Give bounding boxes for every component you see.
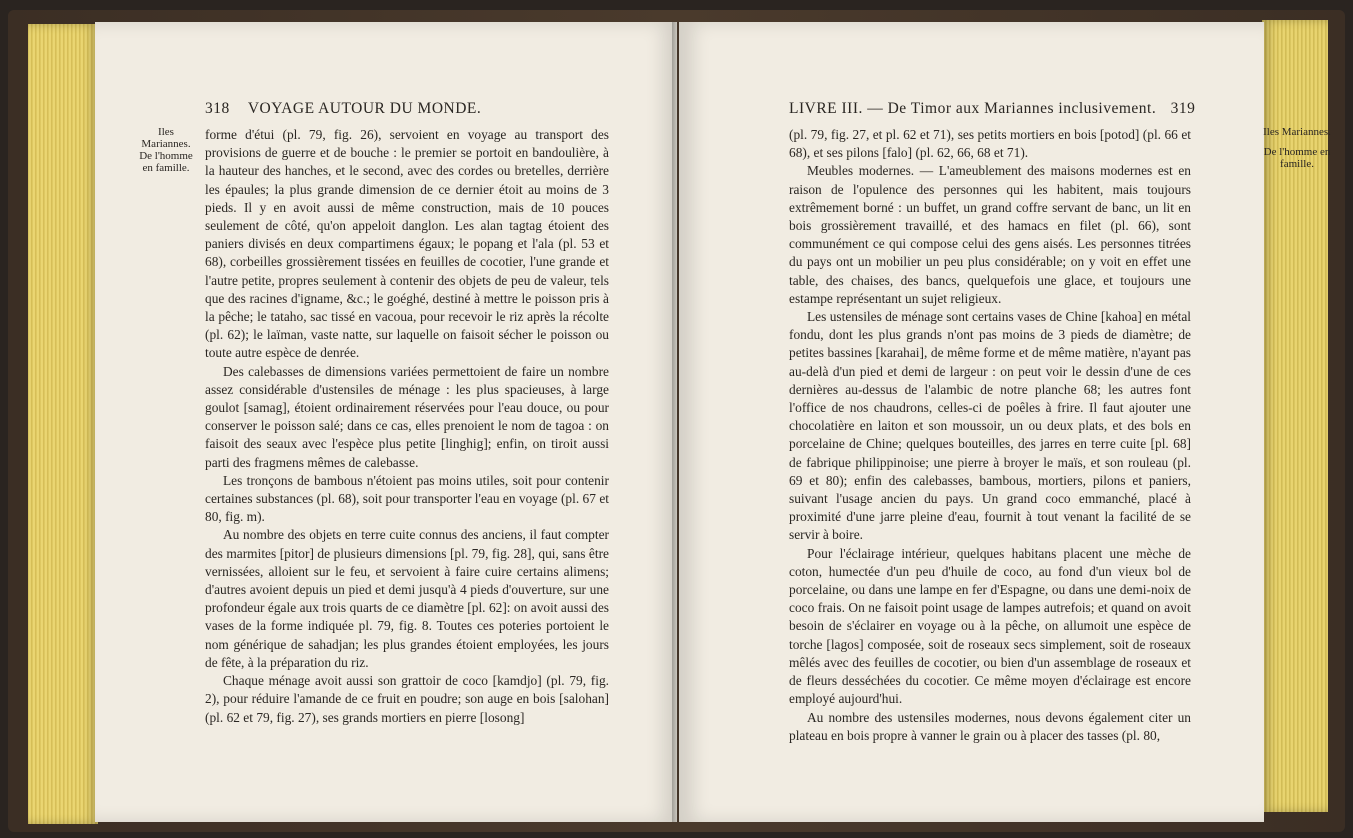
right-margin-note-topic: De l'homme en famille. xyxy=(1263,146,1331,170)
paragraph: Chaque ménage avoit aussi son grattoir de coco [kamdjo] (pl. 79, fig. 2), pour réduire l'amande de ce fruit en poudre; son auge en bois [salohan] (pl. 62 et 79, fig. 27), ses grands mortiers en pierre [losong] xyxy=(205,673,609,725)
left-body-text xyxy=(205,126,609,727)
right-running-title: LIVRE III. — De Timor aux Mariannes inclusivement. xyxy=(789,100,1157,117)
right-running-head xyxy=(789,100,1195,118)
paragraph: Au nombre des objets en terre cuite connus des anciens, il faut compter des marmites [pitor] de plusieurs dimensions [pl. 79, fig. 28], qui, sans être vernissées, alloient sur le feu, et servoient à faire cuire certains alimens; d'autres avoient depuis un pied et demi jusqu'à 4 pieds d'ouverture, sur une profondeur égale aux trois quarts de ce diamètre [pl. 62]: on avoit aussi des vases de la forme indiquée pl. 79, fig. 8. Toutes ces poteries portoient le nom générique de sahadjan; les plus grandes étoient employées, les jours de fête, à la préparation du riz. xyxy=(205,527,609,670)
paragraph: Les tronçons de bambous n'étoient pas moins utiles, soit pour contenir certaines substances (pl. 68), soit pour transporter l'eau en voyage (pl. 67 et 80, fig. m). xyxy=(205,472,609,525)
paragraph: Les ustensiles de ménage sont certains vases de Chine [kahoa] en métal fondu, dont les plus grands n'ont pas moins de 3 pieds de diamètre; de petites bassines [karahai], de même forme et de même matière, n'ayant pas au-delà d'un pied et demi de largeur : on peut voir le dessin d'une de ces dernières au-dessus de l'alambic de notre planche 68; les autres font l'office de nos chaudrons, celles-ci de poêles à frire. Il faut ajouter une chocolatière en laiton et son moussoir, un ou deux plats, et des bols en porcelaine de Chine; quelques bouteilles, des jarres en terre cuite [pl. 68] de fabrique philippinoise; une pierre à broyer le maïs, et son rouleau (pl. 69 et 80); enfin des calebasses, bambous, mortiers, pilons et paniers, suivant l'usage ancien du pays. Un grand coco emmanché, placé à proximité d'une jarre pleine d'eau, fournit à tout venant la facilité de se servir à boire. xyxy=(789,309,1191,543)
paragraph: (pl. 79, fig. 27, et pl. 62 et 71), ses petits mortiers en bois [potod] (pl. 66 et 68), et ses pilons [falo] (pl. 62, 66, 68 et 71). xyxy=(789,127,1191,161)
page-edges-left xyxy=(28,24,98,824)
left-running-title: VOYAGE AUTOUR DU MONDE. xyxy=(247,100,482,117)
right-margin-note xyxy=(1262,126,1332,170)
paragraph: Au nombre des ustensiles modernes, nous devons également citer un plateau en bois propre à vanner le grain ou à placer des tasses (pl. 80, xyxy=(789,709,1191,743)
left-margin-note xyxy=(135,126,197,174)
left-running-head xyxy=(205,100,481,118)
paragraph: Meubles modernes. — L'ameublement des maisons modernes est en raison de l'opulence des personnes qui les habitent, mais toujours extrêmement borné : un buffet, un grand coffre servant de banc, un lit en bois grossièrement travaillé, et des hamacs en filet (pl. 66), sont communément ce qui compose celui des gens aisés. Les personnes titrées du pays ont un mobilier un peu plus considérable; on y voit en effet une table, des chaises, des bancs, quelquefois une glace, et toujours une estampe représentant un sujet religieux. xyxy=(789,163,1191,306)
paragraph: Des calebasses de dimensions variées permettoient de faire un nombre assez considérable d'ustensiles de ménage : les plus spacieuses, à large goulot [samag], étoient ordinairement réservées pour l'eau douce, ou pour conserver le poisson salé; dans ce cas, elles prenoient le nom de tagoa : on faisoit des seaux avec l'espèce plus petite [linghig]; enfin, on tiroit aussi parti des fragmens mêmes de calebasse. xyxy=(205,363,609,470)
right-page xyxy=(679,22,1264,822)
left-margin-note-location: Iles Mariannes. xyxy=(141,126,191,150)
right-page-number: 319 xyxy=(1170,100,1196,117)
left-page xyxy=(95,22,677,822)
right-margin-note-location: Iles Mariannes. xyxy=(1263,126,1331,138)
left-page-number: 318 xyxy=(205,100,230,117)
right-body-text xyxy=(789,126,1191,745)
left-margin-note-topic: De l'homme en famille. xyxy=(139,150,193,174)
paragraph: forme d'étui (pl. 79, fig. 26), servoient en voyage au transport des provisions de guerre et de bouche : le premier se portoit en bandoulière, à la hauteur des hanches, et le second, avec des cordes ou bretelles, derrière les épaules; la plus grande dimension de ce dernier étoit au moins de 3 pieds. Il y en avoit aussi de même construction, mais de 10 pouces seulement de côté, qu'on appeloit danglon. Les alan tagtag étoient des paniers divisés en deux compartimens égaux; le popang et l'ala (pl. 53 et 68), corbeilles grossièrement tissées en feuilles de cocotier, l'une grande et l'autre petite, propres seulement à contenir des objets de peu de valeur, tels que des racines d'igname, &c.; le goéghé, destiné à mettre le poisson pris à la pêche; le tataho, sac tissé en vacoua, pour recevoir le riz après la récolte (pl. 62); le laïman, vaste natte, sur laquelle on faisoit sécher le poisson ou toute autre espèce de denrée. xyxy=(205,127,609,361)
paragraph: Pour l'éclairage intérieur, quelques habitans placent une mèche de coton, humectée d'un peu d'huile de coco, au fond d'un vieux bol de porcelaine, ou dans une lampe en fer d'Espagne, ou dans une demi-noix de coco frais. On ne faisoit point usage de lampes autrefois; et quand on avoit besoin de s'éclairer en voyage ou à la pêche, on allumoit une espèce de torche [lagos] composée, soit de roseaux secs simplement, soit de roseaux mêlés avec des feuilles de cocotier, ou bien d'un assemblage de roseaux et de fleurs desséchées du cocotier. Ce même moyen d'éclairage est encore employé aujourd'hui. xyxy=(789,545,1191,707)
